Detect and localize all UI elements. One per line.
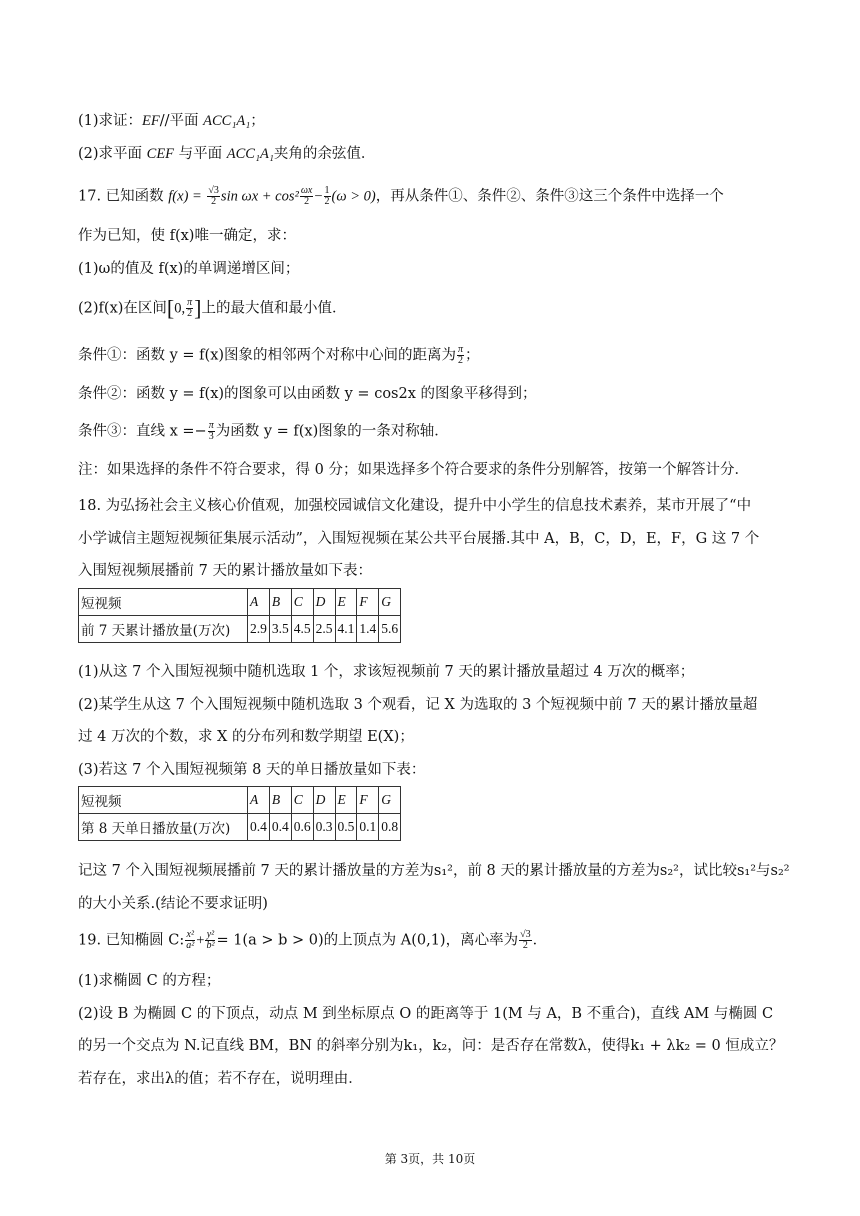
fraction: $\frac{√3}{2}$ — [208, 185, 219, 207]
q18-variance-line: 记这 7 个入围短视频展播前 7 天的累计播放量的方差为s₁²，前 8 天的累计播放量的方差为s₂²，试比较s₁²与s₂² — [78, 863, 790, 879]
table-cell: 1.4 — [357, 616, 379, 643]
table-cell: 2.9 — [248, 616, 270, 643]
table-row — [79, 589, 401, 616]
text: 17. 已知函数 — [78, 188, 164, 205]
table-cell: 5.6 — [379, 616, 401, 643]
table-cell: F — [357, 787, 379, 814]
table-cell: D — [313, 589, 335, 616]
q18-part2: (2)某学生从这 7 个入围短视频中随机选取 3 个观看，记 X 为选取的 3 个短视频中前 7 天的累计播放量超 — [78, 697, 758, 713]
q18-part2-cont: 过 4 万次的个数，求 X 的分布列和数学期望 E(X)； — [78, 729, 414, 745]
table-cell: B — [269, 589, 291, 616]
table-cell: 短视频 — [79, 787, 248, 814]
fraction: $\frac{1}{2}$ — [324, 185, 330, 207]
q16-part1 — [78, 111, 790, 131]
table-cell: 0.8 — [379, 814, 401, 841]
table-row — [79, 616, 401, 643]
math: f(x) = — [168, 188, 202, 205]
table-cell: E — [335, 589, 357, 616]
math: CEF — [146, 146, 175, 162]
condition-3 — [78, 421, 790, 442]
text: (1)求证： — [78, 113, 143, 129]
text: ，再从条件①、条件②、条件③这三个条件中选择一个 — [375, 188, 724, 205]
text: 19. 已知椭圆 C: — [78, 932, 185, 949]
q19-part1: (1)求椭圆 C 的方程； — [78, 973, 221, 989]
text: 夹角的余弦值． — [273, 146, 376, 162]
fraction: $\frac{\pi}{3}$ — [208, 420, 214, 442]
fraction: $\frac{\omega x}{2}$ — [300, 185, 313, 207]
table-cell: G — [379, 787, 401, 814]
table-cell: 第 8 天单日播放量(万次) — [79, 814, 248, 841]
math: − — [314, 188, 323, 205]
table-cell: E — [335, 787, 357, 814]
q18-part1: (1)从这 7 个入围短视频中随机选取 1 个，求该短视频前 7 天的累计播放量超过 4 万次的概率； — [78, 664, 695, 680]
table-row — [79, 814, 401, 841]
text: (2)求平面 — [78, 146, 143, 162]
text: (2)f(x)在区间 — [78, 300, 167, 317]
table-cell: 0.4 — [248, 814, 270, 841]
table-cell: D — [313, 787, 335, 814]
text: 为函数 y = f(x)图象的一条对称轴． — [215, 423, 449, 440]
table-cell: 0.3 — [313, 814, 335, 841]
text: ． — [532, 932, 548, 949]
math: ACC₁A₁ — [226, 146, 274, 162]
table-cell: G — [379, 589, 401, 616]
text: ； — [465, 347, 480, 364]
q17-stem — [78, 186, 790, 207]
table-day8-views — [78, 786, 401, 841]
text: 条件③：直线 x =− — [78, 423, 207, 440]
fraction: $\frac{\text{x²}}{\text{a²}}$ — [186, 929, 195, 951]
q18-line1: 18. 为弘扬社会主义核心价值观，加强校园诚信文化建设，提升中小学生的信息技术素养，某市开展了“中 — [78, 498, 752, 514]
table-cell: 3.5 — [269, 616, 291, 643]
table-cumulative-views — [78, 588, 401, 643]
math: (ω > 0) — [331, 188, 376, 205]
q19-stem: 19. 已知椭圆 C: $\frac{\text{x²}}{\text{a²}}$ + $\frac{\text{y²}}{\text{b²}}$ = 1(a > b > 0)的上顶点为 A(0,1)，离心率为 $\frac{√3}{2}$ ． — [78, 929, 548, 951]
text: ； — [250, 113, 265, 129]
page-footer: 第 3页，共 10页 — [384, 1152, 476, 1166]
q17-part2: (2)f(x)在区间[0, $\frac{\pi}{2}$ ]上的最大值和最小值． — [78, 295, 347, 321]
q18-line3: 入围短视频展播前 7 天的累计播放量如下表： — [78, 563, 372, 579]
table-cell: 0.4 — [269, 814, 291, 841]
table-cell: 4.1 — [335, 616, 357, 643]
table-cell: A — [248, 787, 270, 814]
note: 注：如果选择的条件不符合要求，得 0 分；如果选择多个符合要求的条件分别解答，按第一个解答计分． — [78, 462, 749, 478]
text: 条件①：函数 y = f(x)图象的相邻两个对称中心间的距离为 — [78, 347, 457, 364]
q17-part1: (1)ω的值及 f(x)的单调递增区间； — [78, 261, 300, 277]
table-row — [79, 787, 401, 814]
math: ACC₁A₁ — [203, 113, 251, 129]
table-cell: A — [248, 589, 270, 616]
table-cell: B — [269, 787, 291, 814]
q17-line2: 作为已知，使 f(x)唯一确定，求： — [78, 228, 296, 244]
condition-2: 条件②：函数 y = f(x)的图象可以由函数 y = cos2x 的图象平移得到； — [78, 386, 537, 402]
text: 与平面 — [178, 146, 223, 162]
table-cell: 4.5 — [291, 616, 313, 643]
table-cell: 0.5 — [335, 814, 357, 841]
text: 上的最大值和最小值． — [201, 300, 347, 317]
math: EF — [142, 113, 160, 129]
text: //平面 — [159, 113, 199, 129]
table-cell: 2.5 — [313, 616, 335, 643]
table-cell: 0.1 — [357, 814, 379, 841]
fraction: $\frac{\text{y²}}{\text{b²}}$ — [206, 929, 215, 951]
fraction: $\frac{√3}{2}$ — [520, 929, 531, 951]
q18-part3: (3)若这 7 个入围短视频第 8 天的单日播放量如下表： — [78, 762, 426, 778]
q19-part2: (2)设 B 为椭圆 C 的下顶点，动点 M 到坐标原点 O 的距离等于 1(M 与 A，B 不重合)，直线 AM 与椭圆 C — [78, 1006, 774, 1022]
table-cell: 0.6 — [291, 814, 313, 841]
table-cell: 前 7 天累计播放量(万次) — [79, 616, 248, 643]
fraction: $\frac{\pi}{2}$ — [458, 344, 464, 366]
text: = 1(a > b > 0)的上顶点为 A(0,1)，离心率为 — [216, 932, 519, 949]
table-cell: C — [291, 787, 313, 814]
q18-variance-line2: 的大小关系.(结论不要求证明) — [78, 896, 268, 912]
math: sin ωx + cos² — [220, 188, 299, 205]
table-cell: F — [357, 589, 379, 616]
table-cell: C — [291, 589, 313, 616]
q16-part2 — [78, 144, 790, 164]
fraction: $\frac{\pi}{2}$ — [187, 297, 193, 319]
q19-part2-cont: 的另一个交点为 N.记直线 BM，BN 的斜率分别为k₁，k₂，问：是否存在常数λ，使得k₁ + λk₂ = 0 恒成立？ — [78, 1038, 784, 1054]
q18-line2: 小学诚信主题短视频征集展示活动”，入围短视频在某公共平台展播.其中 A，B，C，D，E，F，G 这 7 个 — [78, 531, 760, 547]
condition-1 — [78, 345, 790, 366]
q19-part2-end: 若存在，求出λ的值；若不存在，说明理由． — [78, 1071, 363, 1087]
table-cell: 短视频 — [79, 589, 248, 616]
